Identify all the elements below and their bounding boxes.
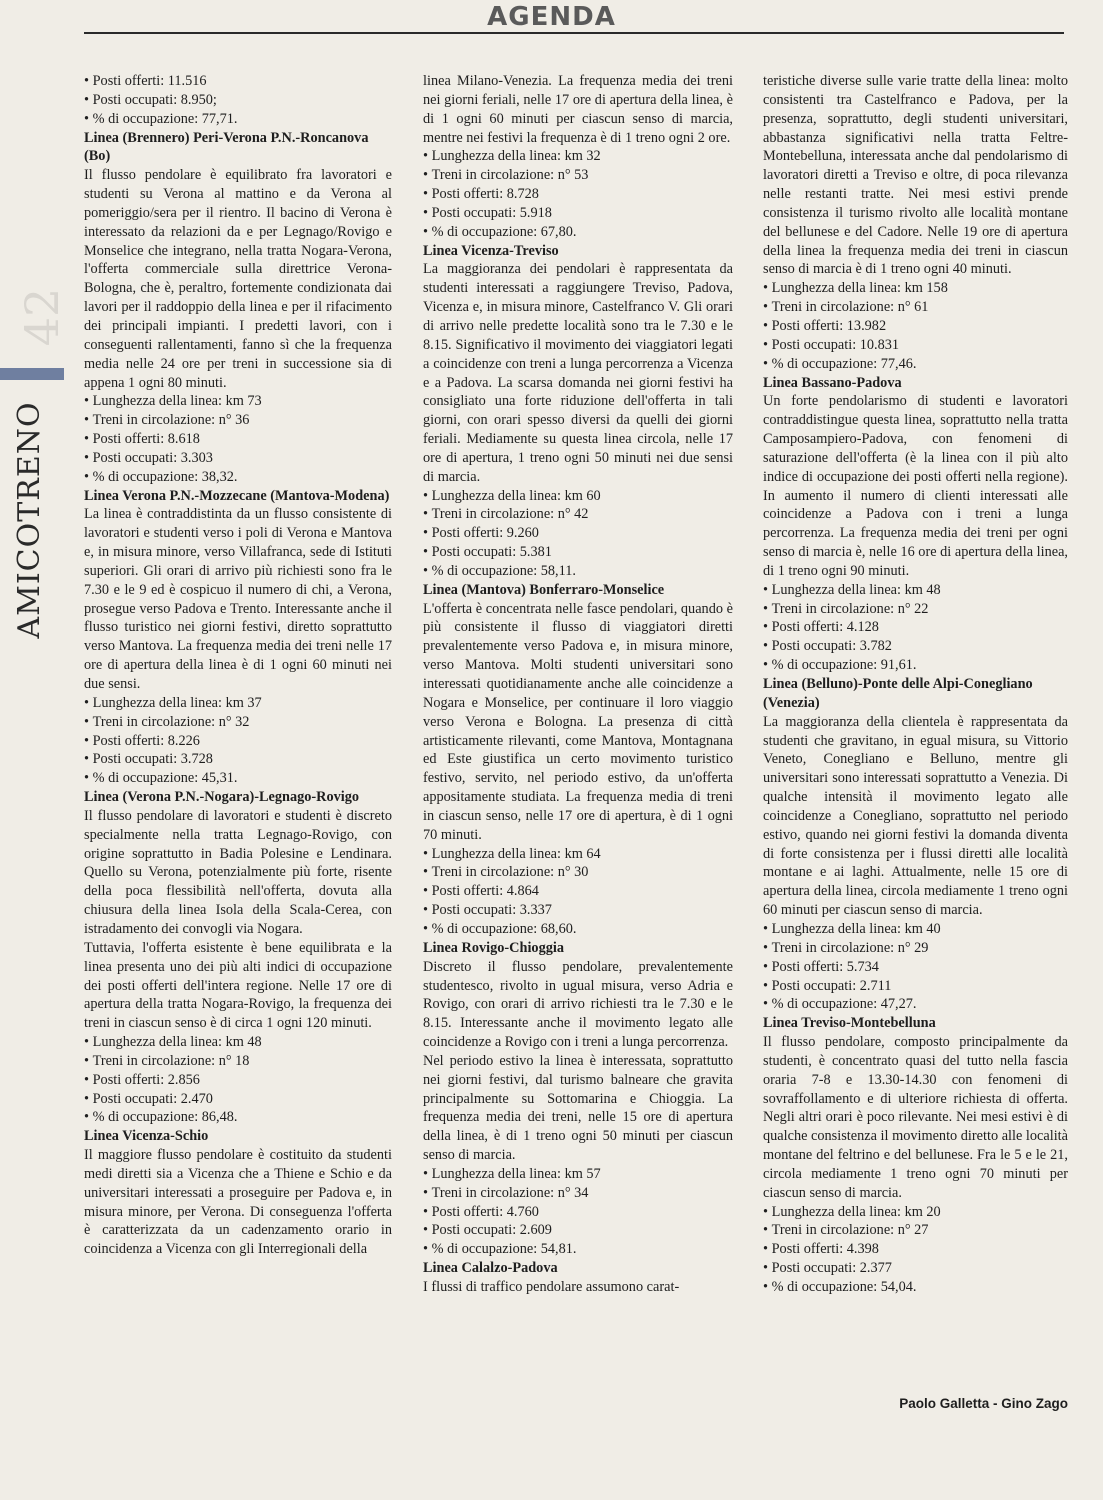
stat-item: • Posti offerti: 4.864 bbox=[423, 882, 733, 901]
stats-list bbox=[84, 694, 392, 788]
paragraph: L'offerta è concentrata nelle fasce pendolari, quando è più consistente il flusso di viaggiatori diretti prevalentemente verso Padova e, in misura minore, verso Mantova. Molti studenti universitari sono interessati quotidianamente anche alle coincidenze a Nogara e Monselice, per continuare il loro viaggio verso Verona e Bologna. La presenza di città artisticamente rilevanti, come Mantova, Montagnana ed Este giustifica un certo movimento turistico festivo, servito, nel periodo estivo, da un'offerta appositamente studiata. La frequenza media di treni in ciascun senso, nelle 17 ore di apertura, è di 1 ogni 70 minuti. bbox=[423, 600, 733, 843]
page-number: 42 bbox=[15, 287, 69, 347]
line-heading: Linea Vicenza-Treviso bbox=[423, 242, 559, 259]
paragraph: I flussi di traffico pendolare assumono carat- bbox=[423, 1279, 680, 1295]
stat-item: • % di occupazione: 58,11. bbox=[423, 562, 733, 581]
paragraph: Nel periodo estivo la linea è interessata, soprattutto nei giorni festivi, dal turismo balneare che gravita principalmente su Sottomarina e Chioggia. La frequenza media dei treni, nelle 15 ore di apertura della linea, è di 1 treno ogni 50 minuti per ciascun senso di marcia. bbox=[423, 1052, 733, 1164]
stat-item: • Lunghezza della linea: km 57 bbox=[423, 1165, 733, 1184]
stat-item: • Treni in circolazione: n° 53 bbox=[423, 166, 733, 185]
stat-item: • Lunghezza della linea: km 32 bbox=[423, 147, 733, 166]
stat-item: • Treni in circolazione: n° 22 bbox=[763, 600, 1068, 619]
stat-item: • Treni in circolazione: n° 61 bbox=[763, 298, 1068, 317]
line-heading: Linea (Brennero) Peri-Verona P.N.-Roncanova (Bo) bbox=[84, 129, 369, 165]
line-heading: Linea Verona P.N.-Mozzecane (Mantova-Modena) bbox=[84, 487, 390, 504]
author-signature: Paolo Galletta - Gino Zago bbox=[899, 1396, 1068, 1411]
stat-item: • Posti occupati: 5.381 bbox=[423, 543, 733, 562]
stat-item: • Lunghezza della linea: km 20 bbox=[763, 1203, 1068, 1222]
stat-item: • Posti occupati: 2.377 bbox=[763, 1259, 1068, 1278]
stat-item: • Posti offerti: 9.260 bbox=[423, 524, 733, 543]
stats-list bbox=[423, 845, 733, 939]
stat-item: • % di occupazione: 91,61. bbox=[763, 656, 1068, 675]
stats-list bbox=[763, 1203, 1068, 1297]
stat-item: • Posti occupati: 3.303 bbox=[84, 449, 392, 468]
line-heading: Linea Calalzo-Padova bbox=[423, 1260, 558, 1277]
stat-item: • Posti occupati: 2.711 bbox=[763, 977, 1068, 996]
stats-list bbox=[763, 920, 1068, 1014]
stat-item: • % di occupazione: 38,32. bbox=[84, 468, 392, 487]
stat-item: • Posti occupati: 3.337 bbox=[423, 901, 733, 920]
stat-item: • % di occupazione: 77,46. bbox=[763, 355, 1068, 374]
paragraph: Un forte pendolarismo di studenti e lavoratori contraddistingue questa linea, soprattutto nella tratta Camposampiero-Padova, con fenomeni di saturazione dell'offerta (è la linea con il più alto indice di occupazione dei posti offerti nella regione). In aumento il numero di clienti interessati alle coincidenze a Padova con i treni a lunga percorrenza. La frequenza media dei treni per ogni senso di marcia è, nelle 16 ore di apertura della linea, di 1 treno ogni 90 minuti. bbox=[763, 393, 1068, 579]
line-heading: Linea (Verona P.N.-Nogara)-Legnago-Rovigo bbox=[84, 789, 360, 806]
header-rule bbox=[84, 32, 1064, 34]
paragraph: Tuttavia, l'offerta esistente è bene equilibrata e la linea presenta uno dei più alti indici di occupazione dei posti offerti dell'intera regione. Nelle 17 ore di apertura della tratta Nogara-Rovigo, la frequenza dei treni in ciascun senso è di circa 1 ogni 120 minuti. bbox=[84, 939, 392, 1032]
stat-item: • % di occupazione: 86,48. bbox=[84, 1108, 392, 1127]
stat-item: • Lunghezza della linea: km 48 bbox=[84, 1033, 392, 1052]
stat-item: • % di occupazione: 68,60. bbox=[423, 920, 733, 939]
stat-item: • Treni in circolazione: n° 42 bbox=[423, 505, 733, 524]
stats-list bbox=[423, 487, 733, 581]
stat-item: • Treni in circolazione: n° 34 bbox=[423, 1184, 733, 1203]
stat-item: • Treni in circolazione: n° 29 bbox=[763, 939, 1068, 958]
stat-item: • % di occupazione: 77,71. bbox=[84, 110, 392, 129]
stat-item: • Posti occupati: 8.950; bbox=[84, 91, 392, 110]
stat-item: • Posti offerti: 4.760 bbox=[423, 1203, 733, 1222]
stat-item: • % di occupazione: 54,81. bbox=[423, 1240, 733, 1259]
stat-item: • % di occupazione: 67,80. bbox=[423, 223, 733, 242]
line-heading: Linea (Mantova) Bonferraro-Monselice bbox=[423, 581, 665, 598]
stat-item: • Posti occupati: 3.728 bbox=[84, 750, 392, 769]
paragraph: La linea è contraddistinta da un flusso consistente di lavoratori e studenti verso i poli di Verona e Mantova e, in misura minore, verso Villafranca, sede di Istituti superiori. Gli orari di arrivo più richiesti sono fra le 7.30 e le 9 ed è cospicuo il numero di chi, a Verona, prosegue verso Padova e Trento. Interessante anche il flusso turistico nei giorni festivi, diretto soprattutto verso Mantova. La frequenza media dei treni nelle 17 ore di apertura della linea è di 1 ogni 60 minuti nei due sensi. bbox=[84, 506, 392, 692]
stats-list bbox=[84, 72, 392, 129]
text-column-1 bbox=[84, 72, 392, 1412]
paragraph: Il flusso pendolare, composto principalmente da studenti, è concentrato quasi del tutto nella fascia oraria 7-8 e 13.30-14.30 con fenomeni di sovraffollamento e di ulteriore richiesta di offerta. Negli altri orari è poco rilevante. Nei mesi estivi è di qualche consistenza il movimento diretto alle località montane del feltrino e del bellunese. Fra le 5 e le 21, circola mediamente 1 treno ogni 70 minuti per ciascun senso di marcia. bbox=[763, 1034, 1068, 1201]
stat-item: • Posti offerti: 13.982 bbox=[763, 317, 1068, 336]
stat-item: • Lunghezza della linea: km 158 bbox=[763, 279, 1068, 298]
stat-item: • Posti offerti: 4.128 bbox=[763, 618, 1068, 637]
paragraph: Il flusso pendolare di lavoratori e studenti è discreto specialmente nella tratta Legnago-Rovigo, con origine soprattutto in Badia Polesine e Lendinara. Quello su Verona, potenzialmente più forte, risente della poca flessibilità nell'offerta, dovuta alla chiusura della linea Isola della Scala-Cerea, con istradamento dei convogli via Nogara. bbox=[84, 807, 392, 937]
stat-item: • Posti offerti: 2.856 bbox=[84, 1071, 392, 1090]
paragraph: La maggioranza dei pendolari è rappresentata da studenti interessati a raggiungere Treviso, Padova, Vicenza e, in misura minore, Castelfranco V. Gli orari di arrivo nelle predette località sono tra le 7.30 e le 8.15. Significativo il movimento dei viaggiatori legati a coincidenze con treni a lunga percorrenza a Vicenza e a Padova. La scarsa domanda nei giorni festivi ha consigliato una forte riduzione dell'offerta in tali giorni, con orari spesso diversi da quelli dei giorni feriali. Mediamente su questa linea circola, nelle 17 ore di apertura, 1 treno ogni 50 minuti nei due sensi di marcia. bbox=[423, 261, 733, 485]
text-column-2 bbox=[423, 72, 733, 1412]
stats-list bbox=[84, 392, 392, 486]
stat-item: • Posti occupati: 5.918 bbox=[423, 204, 733, 223]
stat-item: • Treni in circolazione: n° 30 bbox=[423, 863, 733, 882]
stat-item: • Posti offerti: 5.734 bbox=[763, 958, 1068, 977]
stat-item: • Lunghezza della linea: km 37 bbox=[84, 694, 392, 713]
stat-item: • Posti offerti: 4.398 bbox=[763, 1240, 1068, 1259]
stat-item: • Posti offerti: 11.516 bbox=[84, 72, 392, 91]
stats-list bbox=[763, 279, 1068, 373]
line-heading: Linea Rovigo-Chioggia bbox=[423, 939, 564, 956]
paragraph: La maggioranza della clientela è rappresentata da studenti che gravitano, in egual misura, su Vittorio Veneto, Conegliano e Belluno, mentre gli universitari sono interessati soprattutto a Venezia. Di qualche intensità il movimento legato alle coincidenze a Conegliano, soprattutto nel periodo estivo, quando nei giorni festivi la domanda diventa di forte consistenza per i flussi diretti alle località montane e ai laghi. Attualmente, nelle 15 ore di apertura della linea, circola mediamente 1 treno ogni 60 minuti per ciascun senso di marcia. bbox=[763, 713, 1068, 919]
paragraph: Il flusso pendolare è equilibrato fra lavoratori e studenti su Verona al mattino e da Verona al pomeriggio/sera per il rientro. Il bacino di Verona è interessato da relazioni da e per Legnago/Rovigo e Monselice che integrano, nella tratta Nogara-Verona, l'offerta commerciale sulla direttrice Verona-Bologna, che è, peraltro, fortemente condizionata dai lavori per il raddoppio della linea e per il rifacimento dei principali impianti. I predetti lavori, con i conseguenti rallentamenti, fanno sì che la frequenza media nelle 24 ore per treni in successione sia di appena 1 ogni 80 minuti. bbox=[84, 167, 392, 391]
stats-list bbox=[423, 147, 733, 241]
line-heading: Linea (Belluno)-Ponte delle Alpi-Conegliano (Venezia) bbox=[763, 676, 1033, 711]
stat-item: • Posti offerti: 8.618 bbox=[84, 430, 392, 449]
stat-item: • Treni in circolazione: n° 32 bbox=[84, 713, 392, 732]
paragraph: Il maggiore flusso pendolare è costituito da studenti medi diretti sia a Vicenza che a Thiene e Schio e da universitari interessati a proseguire per Padova e, in misura minore, per Verona. Di conseguenza l'offerta è caratterizzata da un cadenzamento orario in coincidenza a Vicenza con gli Interregionali della bbox=[84, 1147, 392, 1258]
paragraph: Discreto il flusso pendolare, prevalentemente studentesco, rivolto in ugual misura, verso Adria e Rovigo, con orari di arrivo richiesti tra le 7.30 e le 8.15. Interessante anche il movimento legato alle coincidenze a Rovigo con i treni a lunga percorrenza. bbox=[423, 958, 733, 1051]
magazine-page: AGENDA 42 AMICOTRENO • Posti offerti: 11.516 • Posti occupati: 8.950; • % di occupazione: 77,71. Linea (Brennero) Peri-Verona P.N.-Roncanova (Bo) Il flusso pendolare è equilibrato fra lavoratori e studenti su Verona al mattino e da Verona al pomeriggio/sera per il rientro. Il bacino di Verona è interessato da relazioni da e per Legnago/Rovigo e Monselice che integrano, nella tratta Nogara-Verona, l'offerta commerciale sulla direttrice Verona-Bologna, che è, peraltro, fortemente condizionata dai lavori per il raddoppio della linea e per il rifacimento dei principali impianti. I predetti lavori, con i conseguenti rallentamenti, fanno sì che la frequenza media nelle 24 ore per treni in successione sia di appena 1 ogni 80 minuti. • Lunghezza della linea: km 73 • Treni in circolazione: n° 36 • Posti offerti: 8.618 • Posti occupati: 3.303 • % di occupazione: 38,32. Linea Verona P.N.-Mozzecane (Mantova-Modena) La linea è contraddistinta da un flusso consistente di lavoratori e studenti verso i poli di Verona e Mantova e, in misura minore, verso Villafranca, sede di Istituti superiori. Gli orari di arrivo più richiesti sono fra le 7.30 e le 9 ed è cospicuo il numero di chi, a Verona, prosegue verso Padova e Trento. Interessante anche il flusso turistico nei giorni festivi, diretto soprattutto verso Mantova. La frequenza media dei treni nelle 17 ore di apertura della linea è di 1 ogni 60 minuti nei due sensi. • Lunghezza della linea: km 37 • Treni in circolazione: n° 32 • Posti offerti: 8.226 • Posti occupati: 3.728 • % di occupazione: 45,31. Linea (Verona P.N.-Nogara)-Legnago-Rovigo Il flusso pendolare di lavoratori e studenti è discreto specialmente nella tratta Legnago-Rovigo, con origine soprattutto in Badia Polesine e Lendinara. Quello su Verona, potenzialmente più forte, risente della poca flessibilità nell'offerta, dovuta alla chiusura della linea Isola della Scala-Cerea, con istradamento dei convogli via Nogara. Tuttavia, l'offerta esistente è bene equilibrata e la linea presenta uno dei più alti indici di occupazione dei posti offerti dell'intera regione. Nelle 17 ore di apertura della tratta Nogara-Rovigo, la frequenza dei treni in ciascun senso è di circa 1 ogni 120 minuti. • Lunghezza della linea: km 48 • Treni in circolazione: n° 18 • Posti offerti: 2.856 • Posti occupati: 2.470 • % di occupazione: 86,48. Linea Vicenza-Schio Il maggiore flusso pendolare è costituito da studenti medi diretti sia a Vicenza che a Thiene e Schio e da universitari interessati a proseguire per Padova e, in misura minore, per Verona. Di conseguenza l'offerta è caratterizzata da un cadenzamento orario in coincidenza a Vicenza con gli Interregionali della linea Milano-Venezia. La frequenza media dei treni nei giorni feriali, nelle 17 ore di apertura della linea, è di 1 ogni 60 minuti per ciascun senso di marcia, mentre nei festivi la frequenza è di 1 treno ogni 2 ore. • Lunghezza della linea: km 32 • Treni in circolazione: n° 53 • Posti offerti: 8.728 • Posti occupati: 5.918 • % di occupazione: 67,80. Linea Vicenza-Treviso La maggioranza dei pendolari è rappresentata da studenti interessati a raggiungere Treviso, Padova, Vicenza e, in misura minore, Castelfranco V. Gli orari di arrivo nelle predette località sono tra le 7.30 e le 8.15. Significativo il movimento dei viaggiatori legati a coincidenze con treni a lunga percorrenza a Vicenza e a Padova. La scarsa domanda nei giorni festivi ha consigliato una forte riduzione dell'offerta in tali giorni, con orari spesso diversi da quelli dei giorni feriali. Mediamente su questa linea circola, nelle 17 ore di apertura, 1 treno ogni 50 minuti nei due sensi di marcia. • Lunghezza della linea: km 60 • Treni in circolazione: n° 42 • Posti offerti: 9.260 • Posti occupati: 5.381 • % di occupazione: 58,11. Linea (Mantova) Bonferraro-Monselice L'offerta è concentrata nelle fasce pendolari, quando è più consistente il flusso di viaggiatori diretti prevalentemente verso Padova e, in misura minore, verso Mantova. Molti studenti universitari sono interessati quotidianamente anche alle coincidenze a Nogara e Monselice, per continuare il loro viaggio verso Verona e Bologna. La presenza di città artisticamente rilevanti, come Mantova, Montagnana ed Este giustifica un certo movimento turistico festivo, servito, nel periodo estivo, da un'offerta appositamente studiata. La frequenza media di treni in ciascun senso, nelle 17 ore di apertura, è di 1 ogni 70 minuti. • Lunghezza della linea: km 64 • Treni in circolazione: n° 30 • Posti offerti: 4.864 • Posti occupati: 3.337 • % di occupazione: 68,60. Linea Rovigo-Chioggia Discreto il flusso pendolare, prevalentemente studentesco, rivolto in ugual misura, verso Adria e Rovigo, con orari di arrivo richiesti tra le 7.30 e le 8.15. Interessante anche il movimento legato alle coincidenze a Rovigo con i treni a lunga percorrenza. Nel periodo estivo la linea è interessata, soprattutto nei giorni festivi, dal turismo balneare che gravita principalmente su Sottomarina e Chioggia. La frequenza media dei treni, nelle 15 ore di apertura della linea, è di 1 treno ogni 50 minuti per ciascun senso di marcia. • Lunghezza della linea: km 57 • Treni in circolazione: n° 34 • Posti offerti: 4.760 • Posti occupati: 2.609 • % di occupazione: 54,81. Linea Calalzo-Padova I flussi di traffico pendolare assumono carat- teristiche diverse sulle varie tratte della linea: molto consistenti tra Castelfranco e Padova, per la presenza, soprattutto, degli studenti universitari, abbastanza significativi nella tratta Feltre-Montebelluna, interessata anche dal pendolarismo di lavoratori diretti a Treviso e oltre, di poca rilevanza nelle restanti tratte. Nei mesi estivi prende consistenza il turismo rivolto alle località montane del bellunese e del Cadore. Nelle 19 ore di apertura della linea la frequenza media dei treni in ciascun senso di marcia è di 1 treno ogni 40 minuti. • Lunghezza della linea: km 158 • Treni in circolazione: n° 61 • Posti offerti: 13.982 • Posti occupati: 10.831 • % di occupazione: 77,46. Linea Bassano-Padova Un forte pendolarismo di studenti e lavoratori contraddistingue questa linea, soprattutto nella tratta Camposampiero-Padova, con fenomeni di saturazione dell'offerta (è la linea con il più alto indice di occupazione dei posti offerti nella regione). In aumento il numero di clienti interessati alle coincidenze a Padova con i treni a lunga percorrenza. La frequenza media dei treni per ogni senso di marcia è, nelle 16 ore di apertura della linea, di 1 treno ogni 90 minuti. • Lunghezza della linea: km 48 • Treni in circolazione: n° 22 • Posti offerti: 4.128 • Posti occupati: 3.782 • % di occupazione: 91,61. Linea (Belluno)-Ponte delle Alpi-Conegliano (Venezia) La maggioranza della clientela è rappresentata da studenti che gravitano, in egual misura, su Vittorio Veneto, Conegliano e Belluno, mentre gli universitari sono interessati soprattutto a Venezia. Di qualche intensità il movimento legato alle coincidenze a Conegliano, soprattutto nel periodo estivo, quando nei giorni festivi la domanda diventa di forte consistenza per i flussi diretti alle località montane e ai laghi. Attualmente, nelle 15 ore di apertura della linea, circola mediamente 1 treno ogni 60 minuti per ciascun senso di marcia. • Lunghezza della linea: km 40 • Treni in circolazione: n° 29 • Posti offerti: 5.734 • Posti occupati: 2.711 • % di occupazione: 47,27. Linea Treviso-Montebelluna Il flusso pendolare, composto principalmente da studenti, è concentrato quasi del tutto nella fascia oraria 7-8 e 13.30-14.30 con fenomeni di sovraffollamento e di ulteriore richiesta di offerta. Negli altri orari è poco rilevante. Nei mesi estivi è di qualche consistenza il movimento diretto alle località montane del feltrino e del bellunese. Fra le 5 e le 21, circola mediamente 1 treno ogni 70 minuti per ciascun senso di marcia. • Lunghezza della linea: km 20 • Treni in circolazione: n° 27 • Posti offerti: 4.398 • Posti occupati: 2.377 • % di occupazione: 54,04. Paolo Galletta - Gino Zago bbox=[0, 0, 1103, 1500]
line-heading: Linea Treviso-Montebelluna bbox=[763, 1015, 936, 1032]
stat-item: • Lunghezza della linea: km 73 bbox=[84, 392, 392, 411]
stats-list bbox=[84, 1033, 392, 1127]
stat-item: • % di occupazione: 47,27. bbox=[763, 995, 1068, 1014]
paragraph: linea Milano-Venezia. La frequenza media dei treni nei giorni feriali, nelle 17 ore di apertura della linea, è di 1 ogni 60 minuti per ciascun senso di marcia, mentre nei festivi la frequenza è di 1 treno ogni 2 ore. bbox=[423, 73, 733, 146]
text-column-3 bbox=[763, 72, 1068, 1412]
stat-item: • Lunghezza della linea: km 64 bbox=[423, 845, 733, 864]
stat-item: • % di occupazione: 54,04. bbox=[763, 1278, 1068, 1297]
stat-item: • Treni in circolazione: n° 36 bbox=[84, 411, 392, 430]
line-heading: Linea Vicenza-Schio bbox=[84, 1128, 209, 1145]
paragraph: teristiche diverse sulle varie tratte della linea: molto consistenti tra Castelfranco e Padova, per la presenza, soprattutto, degli studenti universitari, abbastanza significativi nella tratta Feltre-Montebelluna, interessata anche dal pendolarismo di lavoratori diretti a Treviso e oltre, di poca rilevanza nelle restanti tratte. Nei mesi estivi prende consistenza il turismo rivolto alle località montane del bellunese e del Cadore. Nelle 19 ore di apertura della linea la frequenza media dei treni in ciascun senso di marcia è di 1 treno ogni 40 minuti. bbox=[763, 73, 1068, 278]
stats-list bbox=[763, 581, 1068, 675]
stat-item: • Posti offerti: 8.226 bbox=[84, 732, 392, 751]
section-title: AGENDA bbox=[0, 2, 1103, 32]
stat-item: • Posti offerti: 8.728 bbox=[423, 185, 733, 204]
stats-list bbox=[423, 1165, 733, 1259]
stat-item: • Posti occupati: 2.609 bbox=[423, 1221, 733, 1240]
stat-item: • Lunghezza della linea: km 40 bbox=[763, 920, 1068, 939]
stat-item: • Treni in circolazione: n° 27 bbox=[763, 1221, 1068, 1240]
stat-item: • Posti occupati: 3.782 bbox=[763, 637, 1068, 656]
stat-item: • Lunghezza della linea: km 48 bbox=[763, 581, 1068, 600]
stat-item: • Treni in circolazione: n° 18 bbox=[84, 1052, 392, 1071]
stat-item: • % di occupazione: 45,31. bbox=[84, 769, 392, 788]
stat-item: • Posti occupati: 10.831 bbox=[763, 336, 1068, 355]
stat-item: • Lunghezza della linea: km 60 bbox=[423, 487, 733, 506]
stat-item: • Posti occupati: 2.470 bbox=[84, 1090, 392, 1109]
line-heading: Linea Bassano-Padova bbox=[763, 374, 902, 391]
